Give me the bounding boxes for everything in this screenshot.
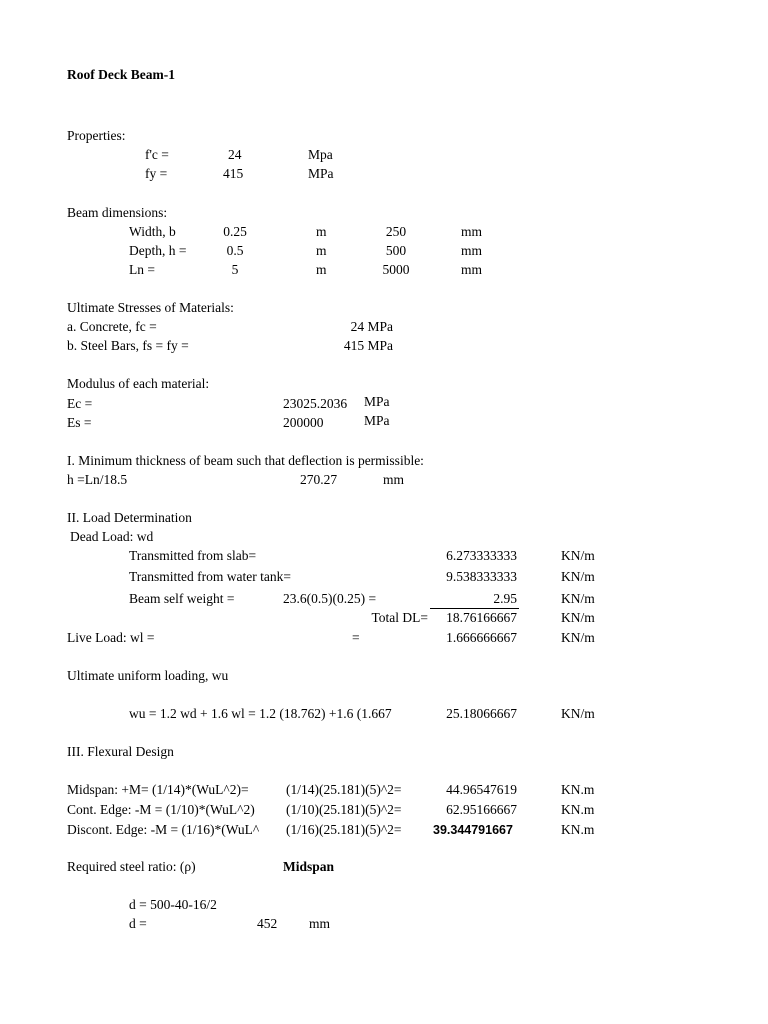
fc-label: f'c = bbox=[145, 147, 169, 162]
live-load-equals: = bbox=[352, 630, 360, 645]
flexural-heading: III. Flexural Design bbox=[67, 744, 174, 759]
es-label: Es = bbox=[67, 415, 92, 430]
ultimate-heading: Ultimate uniform loading, wu bbox=[67, 668, 229, 683]
d-value: 452 bbox=[257, 916, 278, 931]
total-dl-unit: KN/m bbox=[561, 610, 595, 625]
d-label: d = bbox=[129, 916, 147, 931]
modulus-heading: Modulus of each material: bbox=[67, 376, 210, 391]
cont-edge-label: Cont. Edge: -M = (1/10)*(WuL^2) bbox=[67, 802, 255, 817]
ln-mm-value: 5000 bbox=[382, 262, 410, 277]
midspan-value: 44.96547619 bbox=[446, 782, 517, 797]
discont-edge-unit: KN.m bbox=[561, 822, 595, 837]
dead-load-heading: Dead Load: wd bbox=[70, 529, 154, 544]
ultimate-value: 25.18066667 bbox=[446, 706, 517, 721]
ln-label: Ln = bbox=[129, 262, 155, 277]
fy-unit: MPa bbox=[308, 166, 334, 181]
cont-edge-value: 62.95166667 bbox=[446, 802, 517, 817]
fc-unit: Mpa bbox=[308, 147, 333, 162]
stresses-heading: Ultimate Stresses of Materials: bbox=[67, 300, 234, 315]
midspan-label: Midspan: +M= (1/14)*(WuL^2)= bbox=[67, 782, 249, 797]
width-label: Width, b bbox=[129, 224, 176, 239]
ln-m-unit: m bbox=[316, 262, 327, 277]
depth-m-unit: m bbox=[316, 243, 327, 258]
live-load-value: 1.666666667 bbox=[446, 630, 517, 645]
load-heading: II. Load Determination bbox=[67, 510, 192, 525]
total-dl-value: 18.76166667 bbox=[446, 610, 517, 625]
min-thickness-heading: I. Minimum thickness of beam such that deflection is permissible: bbox=[67, 453, 424, 468]
steel-label: b. Steel Bars, fs = fy = bbox=[67, 338, 189, 353]
live-load-unit: KN/m bbox=[561, 630, 595, 645]
midspan-unit: KN.m bbox=[561, 782, 595, 797]
ln-m-value: 5 bbox=[231, 262, 239, 277]
es-value: 200000 bbox=[283, 415, 324, 430]
d-unit: mm bbox=[309, 916, 331, 931]
dimensions-heading: Beam dimensions: bbox=[67, 205, 168, 220]
page-title: Roof Deck Beam-1 bbox=[67, 67, 175, 82]
d-expression: d = 500-40-16/2 bbox=[129, 897, 217, 912]
self-weight-label: Beam self weight = bbox=[129, 591, 235, 606]
ln-mm-unit: mm bbox=[461, 262, 483, 277]
ec-value: 23025.2036 bbox=[283, 396, 348, 411]
ec-unit: MPa bbox=[364, 394, 390, 409]
ec-label: Ec = bbox=[67, 396, 93, 411]
total-underline bbox=[430, 608, 519, 609]
cont-edge-unit: KN.m bbox=[561, 802, 595, 817]
discont-edge-value: 39.344791667 bbox=[433, 823, 513, 837]
steel-ratio-section: Midspan bbox=[283, 859, 335, 874]
width-m-unit: m bbox=[316, 224, 327, 239]
depth-label: Depth, h = bbox=[129, 243, 187, 258]
ultimate-expression: wu = 1.2 wd + 1.6 wl = 1.2 (18.762) +1.6 (1.667 bbox=[129, 706, 392, 721]
tank-label: Transmitted from water tank= bbox=[129, 569, 291, 584]
depth-mm-unit: mm bbox=[461, 243, 483, 258]
depth-mm-value: 500 bbox=[385, 243, 407, 258]
slab-value: 6.273333333 bbox=[446, 548, 517, 563]
ultimate-unit: KN/m bbox=[561, 706, 595, 721]
width-mm-value: 250 bbox=[385, 224, 407, 239]
es-unit: MPa bbox=[364, 413, 390, 428]
min-thickness-label: h =Ln/18.5 bbox=[67, 472, 128, 487]
width-mm-unit: mm bbox=[461, 224, 483, 239]
concrete-value: 24 MPa bbox=[350, 319, 393, 334]
steel-value: 415 MPa bbox=[343, 338, 393, 353]
steel-ratio-label: Required steel ratio: (ρ) bbox=[67, 859, 196, 874]
discont-edge-label: Discont. Edge: -M = (1/16)*(WuL^ bbox=[67, 822, 260, 837]
slab-label: Transmitted from slab= bbox=[129, 548, 257, 563]
self-weight-unit: KN/m bbox=[561, 591, 595, 606]
tank-unit: KN/m bbox=[561, 569, 595, 584]
depth-m-value: 0.5 bbox=[226, 243, 244, 258]
slab-unit: KN/m bbox=[561, 548, 595, 563]
fc-value: 24 bbox=[228, 147, 242, 162]
live-load-label: Live Load: wl = bbox=[67, 630, 155, 645]
discont-edge-expression: (1/16)(25.181)(5)^2= bbox=[286, 822, 402, 837]
total-dl-label: Total DL= bbox=[371, 610, 428, 625]
self-weight-value: 2.95 bbox=[493, 591, 517, 606]
midspan-expression: (1/14)(25.181)(5)^2= bbox=[286, 782, 402, 797]
properties-heading: Properties: bbox=[67, 128, 126, 143]
cont-edge-expression: (1/10)(25.181)(5)^2= bbox=[286, 802, 402, 817]
min-thickness-value: 270.27 bbox=[300, 472, 338, 487]
min-thickness-unit: mm bbox=[383, 472, 405, 487]
fy-value: 415 bbox=[223, 166, 244, 181]
concrete-label: a. Concrete, fc = bbox=[67, 319, 157, 334]
self-weight-expression: 23.6(0.5)(0.25) = bbox=[283, 591, 377, 606]
width-m-value: 0.25 bbox=[223, 224, 247, 239]
fy-label: fy = bbox=[145, 166, 168, 181]
tank-value: 9.538333333 bbox=[446, 569, 517, 584]
